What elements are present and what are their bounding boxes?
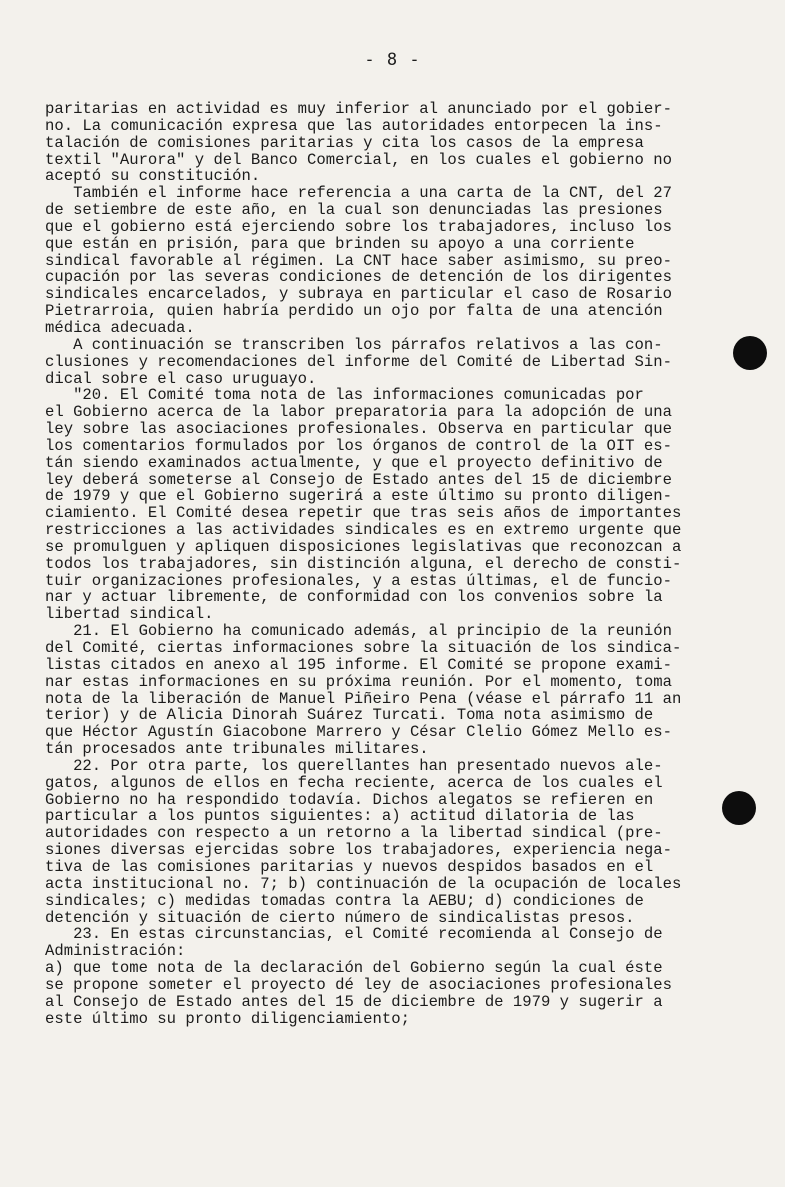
text-line: del Comité, ciertas informaciones sobre la situación de los sindica- — [45, 639, 682, 657]
text-line: autoridades con respecto a un retorno a la libertad sindical (pre- — [45, 824, 663, 843]
text-line: detención y situación de cierto número de sindicalistas presos. — [45, 908, 635, 927]
text-line: sindical favorable al régimen. La CNT hace saber asimismo, su preo- — [45, 251, 672, 270]
text-line: "20. El Comité toma nota de las informaciones comunicadas por — [45, 386, 644, 405]
text-line: tuir organizaciones profesionales, y a estas últimas, el de funcio- — [45, 571, 672, 590]
text-line: restricciones a las actividades sindicales es en extremo urgente que — [45, 521, 682, 540]
text-line: al Consejo de Estado antes del 15 de diciembre de 1979 y sugerir a — [45, 992, 663, 1011]
text-line: terior) y de Alicia Dinorah Suárez Turcati. Toma nota asimismo de — [45, 706, 654, 725]
text-line: 21. El Gobierno ha comunicado además, al principio de la reunión — [45, 622, 672, 641]
text-line: los comentarios formulados por los órganos de control de la OIT es- — [45, 436, 672, 455]
text-line: Gobierno no ha respondido todavía. Dichos alegatos se refieren en — [45, 790, 654, 809]
text-line: de setiembre de este año, en la cual son denunciadas las presiones — [45, 201, 663, 220]
text-line: nar y actuar libremente, de conformidad con los convenios sobre la — [45, 588, 663, 607]
text-line: sindicales; c) medidas tomadas contra la AEBU; d) condiciones de — [45, 891, 644, 910]
text-line: dical sobre el caso uruguayo. — [45, 369, 317, 388]
text-line: se propone someter el proyecto dé ley de asociaciones profesionales — [45, 975, 672, 994]
text-line: acta institucional no. 7; b) continuación de la ocupación de locales — [45, 874, 682, 893]
text-line: se promulguen y apliquen disposiciones legislativas que reconozcan a — [45, 537, 682, 556]
text-line: textil "Aurora" y del Banco Comercial, en los cuales el gobierno no — [45, 150, 672, 169]
text-line: médica adecuada. — [45, 318, 195, 337]
text-line: nar estas informaciones en su próxima reunión. Por el momento, toma — [45, 672, 672, 691]
text-line: que están en prisión, para que brinden su apoyo a una corriente — [45, 234, 635, 253]
text-line: nota de la liberación de Manuel Piñeiro Pena (véase el párrafo 11 an — [45, 689, 682, 708]
text-line: que Héctor Agustín Giacobone Marrero y César Clelio Gómez Mello es- — [45, 723, 672, 742]
text-line: listas citados en anexo al 195 informe. El Comité se propone exami- — [45, 655, 672, 674]
punch-hole-top — [733, 336, 767, 370]
text-line: aceptó su constitución. — [45, 167, 261, 186]
text-line: clusiones y recomendaciones del informe del Comité de Libertad Sin- — [45, 352, 672, 371]
text-line: tiva de las comisiones paritarias y nuevos despidos basados en el — [45, 857, 654, 876]
text-line: ley deberá someterse al Consejo de Estado antes del 15 de diciembre — [45, 470, 672, 489]
text-line: talación de comisiones paritarias y cita los casos de la empresa — [45, 133, 644, 152]
text-line: Administración: — [45, 942, 186, 961]
text-line: ley sobre las asociaciones profesionales. Observa en particular que — [45, 420, 672, 439]
text-line: tán siendo examinados actualmente, y que el proyecto definitivo de — [45, 453, 663, 472]
text-line: paritarias en actividad es muy inferior al anunciado por el gobier- — [45, 100, 672, 118]
text-line: gatos, algunos de ellos en fecha reciente, acerca de los cuales el — [45, 773, 663, 792]
text-line: particular a los puntos siguientes: a) actitud dilatoria de las — [45, 807, 635, 826]
text-line: ciamiento. El Comité desea repetir que tras seis años de importantes — [45, 504, 682, 523]
text-line: siones diversas ejercidas sobre los trabajadores, experiencia nega- — [45, 841, 672, 860]
punch-hole-bottom — [722, 791, 756, 825]
text-line: tán procesados ante tribunales militares. — [45, 740, 429, 759]
body-text — [45, 101, 745, 1027]
text-line: libertad sindical. — [45, 605, 214, 624]
text-line: este último su pronto diligenciamiento; — [45, 1009, 410, 1028]
text-line: cupación por las severas condiciones de detención de los dirigentes — [45, 268, 672, 287]
page-number: - 8 - — [364, 50, 421, 70]
text-line: de 1979 y que el Gobierno sugerirá a este último su pronto diligen- — [45, 487, 672, 506]
text-line: A continuación se transcriben los párrafos relativos a las con- — [45, 335, 663, 354]
text-line: 22. Por otra parte, los querellantes han presentado nuevos ale- — [45, 756, 663, 775]
text-line: todos los trabajadores, sin distinción alguna, el derecho de consti- — [45, 554, 682, 573]
text-line: 23. En estas circunstancias, el Comité recomienda al Consejo de — [45, 925, 663, 944]
text-line: no. La comunicación expresa que las autoridades entorpecen la ins- — [45, 116, 663, 135]
text-line: Pietrarroia, quien habría perdido un ojo por falta de una atención — [45, 302, 663, 321]
text-line: que el gobierno está ejerciendo sobre los trabajadores, incluso los — [45, 217, 672, 236]
text-line: a) que tome nota de la declaración del Gobierno según la cual éste — [45, 959, 663, 978]
text-line: el Gobierno acerca de la labor preparatoria para la adopción de una — [45, 403, 672, 422]
text-line: sindicales encarcelados, y subraya en particular el caso de Rosario — [45, 285, 672, 304]
text-line: También el informe hace referencia a una carta de la CNT, del 27 — [45, 184, 672, 203]
